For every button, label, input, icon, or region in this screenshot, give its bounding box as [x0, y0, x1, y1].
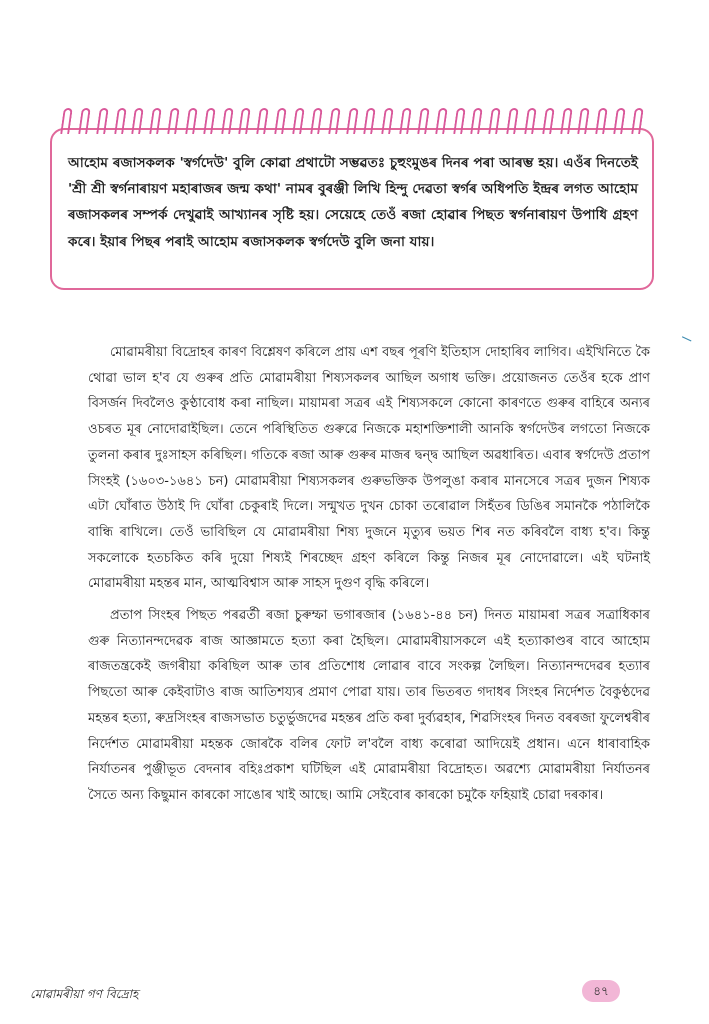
spiral-ring-icon — [203, 108, 216, 134]
spiral-ring-icon — [274, 108, 287, 134]
notebook-spiral-binding — [62, 108, 642, 140]
spiral-ring-icon — [167, 108, 180, 134]
spiral-ring-icon — [221, 108, 234, 134]
spiral-ring-icon — [185, 108, 198, 134]
spiral-ring-icon — [96, 108, 109, 134]
spiral-ring-icon — [417, 108, 430, 134]
spiral-ring-icon — [256, 108, 269, 134]
spiral-ring-icon — [78, 108, 91, 134]
spiral-ring-icon — [453, 108, 466, 134]
edge-mark-icon — [679, 336, 692, 348]
body-paragraph-1: মোৱামৰীয়া বিদ্ৰোহৰ কাৰণ বিশ্লেষণ কৰিলে প্ৰায় এশ বছৰ পূৰণি ইতিহাস দোহাৰিব লাগিব। এইখিনিতে কৈ থোৱা ভাল হ'ব যে গুৰুৰ প্ৰতি মোৱামৰীয়া শিষ্যসকলৰ আছিল অগাধ ভক্তি। প্ৰয়োজনত তেওঁৰ হকে প্ৰাণ বিসৰ্জন দিবলৈও কুণ্ঠাবোধ কৰা নাছিল। মায়ামৰা সত্ৰৰ এই শিষ্যসকলে কোনো কাৰণতে গুৰুৰ বাহিৰে অন্যৰ ওচৰত মূৰ নোদোৱাইছিল। তেনে পৰিস্থিতিত গুৰুৱে নিজকে মহাশক্তিশালী আনকি স্বৰ্গদেউৰ লগতো নিজকে তুলনা কৰাৰ দুঃসাহস কৰিছিল। গতিকে ৰজা আৰু গুৰুৰ মাজৰ দ্বন্দ্ব আছিল অৱধাৰিত। এবাৰ স্বৰ্গদেউ প্ৰতাপ সিংহই (১৬০৩-১৬৪১ চন) মোৱামৰীয়া শিষ্যসকলৰ গুৰুভক্তিক উপলুঙা কৰাৰ মানসেৰে সত্ৰৰ দুজন শিষ্যক এটা ঘোঁৰাত উঠাই দি ঘোঁৰা চেকুৰাই দিলে। সন্মুখত দুখন চোকা তৰোৱাল সিহঁতৰ ডিঙিৰ সমানকৈ পঠালিকৈ বান্ধি ৰাখিলে। তেওঁ ভাবিছিল যে মোৱামৰীয়া শিষ্য দুজনে মৃত্যুৰ ভয়ত শিৰ নত কৰিবলৈ বাধ্য হ'ব। কিন্তু সকলোকে হতচকিত কৰি দুয়ো শিষ্যই শিৰচ্ছেদ গ্ৰহণ কৰিলে কিন্তু নিজৰ মূৰ নোদোৱালে। এই ঘটনাই মোৱামৰীয়া মহন্তৰ মান, আত্মবিশ্বাস আৰু সাহস দুগুণ বৃদ্ধি কৰিলে। — [88, 345, 650, 592]
spiral-ring-icon — [328, 108, 341, 134]
spiral-ring-icon — [364, 108, 377, 134]
spiral-ring-icon — [560, 108, 573, 134]
footer-chapter-title: মোৱামৰীয়া গণ বিদ্ৰোহ — [30, 987, 139, 1001]
spiral-ring-icon — [435, 108, 448, 134]
body-paragraph-2: প্ৰতাপ সিংহৰ পিছত পৰৱৰ্তী ৰজা চুৰুম্ফা ভগাৰজাৰ (১৬৪১-৪৪ চন) দিনত মায়ামৰা সত্ৰৰ সত্ৰাধিকাৰ গুৰু নিত্যানন্দদেৱক ৰাজ আজ্ঞামতে হত্যা কৰা হৈছিল। মোৱামৰীয়াসকলে এই হত্যাকাণ্ডৰ বাবে আহোম ৰাজতন্ত্ৰকেই জগৰীয়া কৰিছিল আৰু তাৰ প্ৰতিশোধ লোৱাৰ বাবে সংকল্প লৈছিল। নিত্যানন্দদেৱৰ হত্যাৰ পিছতো আৰু কেইবাটাও ৰাজ আতিশয্যৰ প্ৰমাণ পোৱা যায়। তাৰ ভিতৰত গদাধৰ সিংহৰ নিৰ্দেশত বৈকুণ্ঠদেৱ মহন্তৰ হত্যা, ৰুদ্ৰসিংহৰ ৰাজসভাত চতুৰ্ভুজদেৱ মহন্তৰ প্ৰতি কৰা দুৰ্ব্যৱহাৰ, শিৱসিংহৰ দিনত বৰৰজা ফুলেশ্বৰীৰ নিৰ্দেশত মোৱামৰীয়া মহন্তক জোৰকৈ বলিৰ ফোট ল'বলৈ বাধ্য কৰোৱা আদিয়েই প্ৰধান। এনে ধাৰাবাহিক নিৰ্যাতনৰ পুঞ্জীভূত বেদনাৰ বহিঃপ্ৰকাশ ঘটিছিল এই মোৱামৰীয়া বিদ্ৰোহত। অৱশ্যে মোৱামৰীয়া নিৰ্যাতনৰ সৈতে অন্য কিছুমান কাৰকো সাঙোৰ খাই আছে। আমি সেইবোৰ কাৰকো চমুকৈ ফহিয়াই চোৱা দৰকাৰ। — [88, 608, 650, 803]
spiral-ring-icon — [346, 108, 359, 134]
spiral-ring-icon — [114, 108, 127, 134]
spiral-ring-icon — [399, 108, 412, 134]
body-text — [88, 340, 650, 809]
spiral-ring-icon — [506, 108, 519, 134]
spiral-ring-icon — [239, 108, 252, 134]
spiral-ring-icon — [471, 108, 484, 134]
spiral-ring-icon — [613, 108, 626, 134]
spiral-ring-icon — [292, 108, 305, 134]
spiral-ring-icon — [631, 108, 644, 134]
spiral-ring-icon — [132, 108, 145, 134]
note-paragraph: আহোম ৰজাসকলক 'স্বৰ্গদেউ' বুলি কোৱা প্ৰথাটো সম্ভৱতঃ চুহুংমুঙৰ দিনৰ পৰা আৰম্ভ হয়। এওঁৰ দিনতেই 'শ্ৰী শ্ৰী স্বৰ্গনাৰায়ণ মহাৰাজৰ জন্ম কথা' নামৰ বুৰঞ্জী লিখি হিন্দু দেৱতা স্বৰ্গৰ অধিপতি ইন্দ্ৰৰ লগত আহোম ৰজাসকলৰ সম্পৰ্ক দেখুৱাই আখ্যানৰ সৃষ্টি হয়। সেয়েহে তেওঁ ৰজা হোৱাৰ পিছত স্বৰ্গনাৰায়ণ উপাধি গ্ৰহণ কৰে। ইয়াৰ পিছৰ পৰাই আহোম ৰজাসকলক স্বৰ্গদেউ বুলি জনা যায়। — [68, 155, 638, 250]
spiral-ring-icon — [488, 108, 501, 134]
spiral-ring-icon — [595, 108, 608, 134]
spiral-ring-icon — [60, 108, 73, 134]
spiral-ring-icon — [310, 108, 323, 134]
page-number-badge: ৪৭ — [582, 980, 620, 1002]
spiral-ring-icon — [524, 108, 537, 134]
spiral-ring-icon — [381, 108, 394, 134]
spiral-ring-icon — [149, 108, 162, 134]
spiral-ring-icon — [542, 108, 555, 134]
note-text — [68, 150, 638, 255]
spiral-ring-icon — [578, 108, 591, 134]
